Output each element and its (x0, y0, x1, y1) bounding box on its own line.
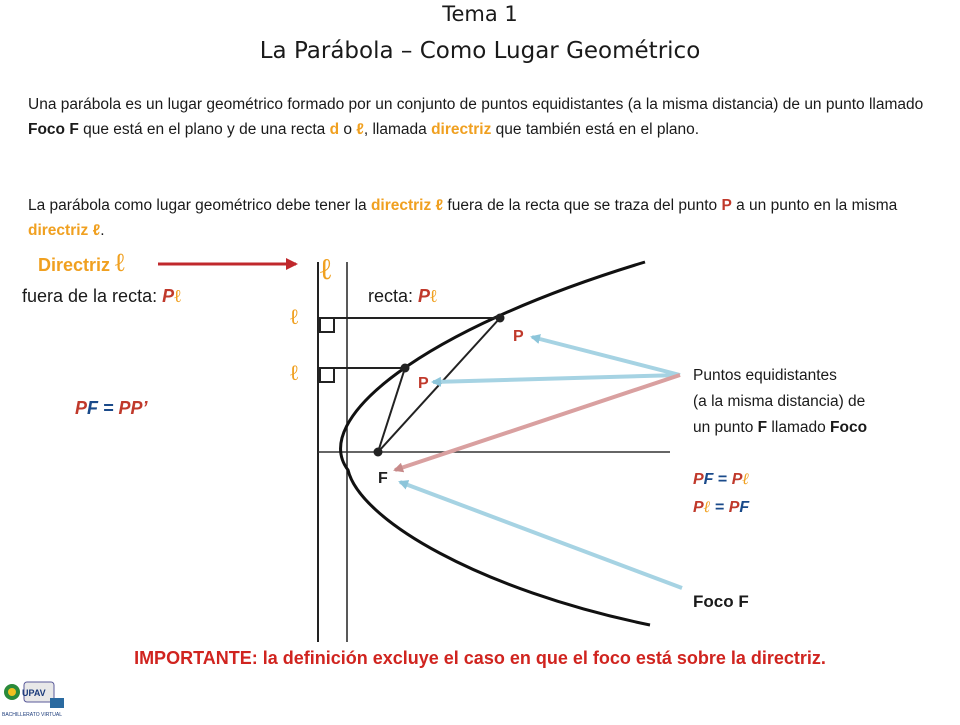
foco-label: Foco F (693, 592, 749, 611)
title-line-1: Tema 1 (442, 2, 518, 26)
p2-P: P (721, 197, 732, 214)
side-eq1-F: F (703, 471, 714, 488)
side-line-1: Puntos equidistantes (693, 367, 837, 384)
p1-text-b: que está en el plano y de una recta (78, 121, 330, 138)
side-eq-2 (693, 494, 749, 521)
P-lower-label: P (418, 375, 429, 392)
p2-text-c: a un punto en la misma (731, 197, 898, 214)
p1-d: d (329, 121, 340, 138)
arrow-to-F (395, 375, 680, 470)
directriz-text: Directriz (38, 255, 111, 275)
recta-ell: ℓ (430, 286, 437, 307)
important-note: IMPORTANTE: la definición excluye el caso en que el foco está sobre la directriz. (134, 648, 826, 668)
directriz-label (38, 248, 125, 278)
right-angle-lower (320, 368, 334, 382)
recta-label (368, 286, 437, 307)
p2-text-b: fuera de la recta que se traza del punto (443, 197, 722, 214)
side-line-3-b: llamado (767, 419, 831, 436)
equation-pf-pp (75, 398, 148, 419)
side-line-3-foco: Foco (830, 419, 868, 436)
recta-P: P (418, 286, 431, 306)
eq-F: F (87, 398, 99, 418)
p2-directriz: directriz ℓ (370, 197, 444, 214)
arrow-to-P-upper (532, 337, 680, 375)
ell-upper-label: ℓ (290, 304, 299, 330)
point-P-upper (496, 314, 505, 323)
directriz-ell: ℓ (115, 248, 125, 278)
side-eq1-mid: = (713, 471, 732, 488)
p1-foco: Foco F (28, 121, 79, 138)
title-line-2: La Parábola – Como Lugar Geométrico (259, 38, 701, 64)
side-eq-1 (693, 466, 749, 493)
p2-directriz-2: directriz ℓ (28, 222, 101, 239)
eq-equals: = (98, 398, 119, 418)
F-label: F (378, 470, 388, 487)
p1-o: o (339, 121, 357, 138)
side-eq2-mid: = (710, 499, 729, 516)
eq-P: P (75, 398, 88, 418)
fuera-label (22, 286, 181, 307)
upav-logo (0, 672, 68, 720)
side-eq2-P: P (693, 499, 704, 516)
p1-text-a: Una parábola es un lugar geométrico formado por un conjunto de puntos equidistantes (a la misma distancia) de un punto llamado (28, 96, 924, 113)
side-line-2: (a la misma distancia) de (693, 393, 866, 410)
p1-text-c: , llamada (363, 121, 432, 138)
p2-text-a: La parábola como lugar geométrico debe tener la (28, 197, 371, 214)
fuera-ell: ℓ (174, 286, 181, 307)
p1-directriz: directriz (431, 121, 492, 138)
line-ell-label: ℓ (320, 252, 332, 287)
point-F (374, 448, 383, 457)
segment-upper-to-focus (378, 318, 500, 452)
side-eq1-ell: ℓ (742, 469, 750, 488)
side-eq2-ell: ℓ (703, 497, 711, 516)
P-upper-label: P (513, 328, 524, 345)
side-line-3 (693, 415, 867, 441)
side-eq2-F: F (739, 499, 750, 516)
ell-lower-label: ℓ (290, 360, 299, 386)
logo-text: UPAV (22, 688, 46, 698)
side-line-3-F: F (757, 419, 768, 436)
segment-lower-to-focus (378, 368, 405, 452)
recta-text: recta: (368, 286, 419, 306)
fuera-P: P (162, 286, 175, 306)
side-eq1-P: P (693, 471, 704, 488)
logo-subtext: BACHILLERATO VIRTUAL (2, 712, 63, 718)
arrow-foco-to-F (400, 482, 682, 588)
right-angle-upper (320, 318, 334, 332)
p2-text-d: . (100, 222, 105, 239)
upav-logo-icon (0, 672, 68, 720)
arrow-to-P-lower (433, 375, 680, 382)
eq-PP: PP’ (118, 398, 148, 418)
p1-text-d: que también está en el plano. (491, 121, 700, 138)
point-P-lower (401, 364, 410, 373)
fuera-text: fuera de la recta: (22, 286, 163, 306)
p1-ell: ℓ (356, 121, 364, 138)
side-eq2-P2: P (728, 499, 740, 516)
side-line-3-a: un punto (693, 419, 758, 436)
side-notes (693, 363, 867, 441)
side-eq1-P2: P (731, 471, 743, 488)
